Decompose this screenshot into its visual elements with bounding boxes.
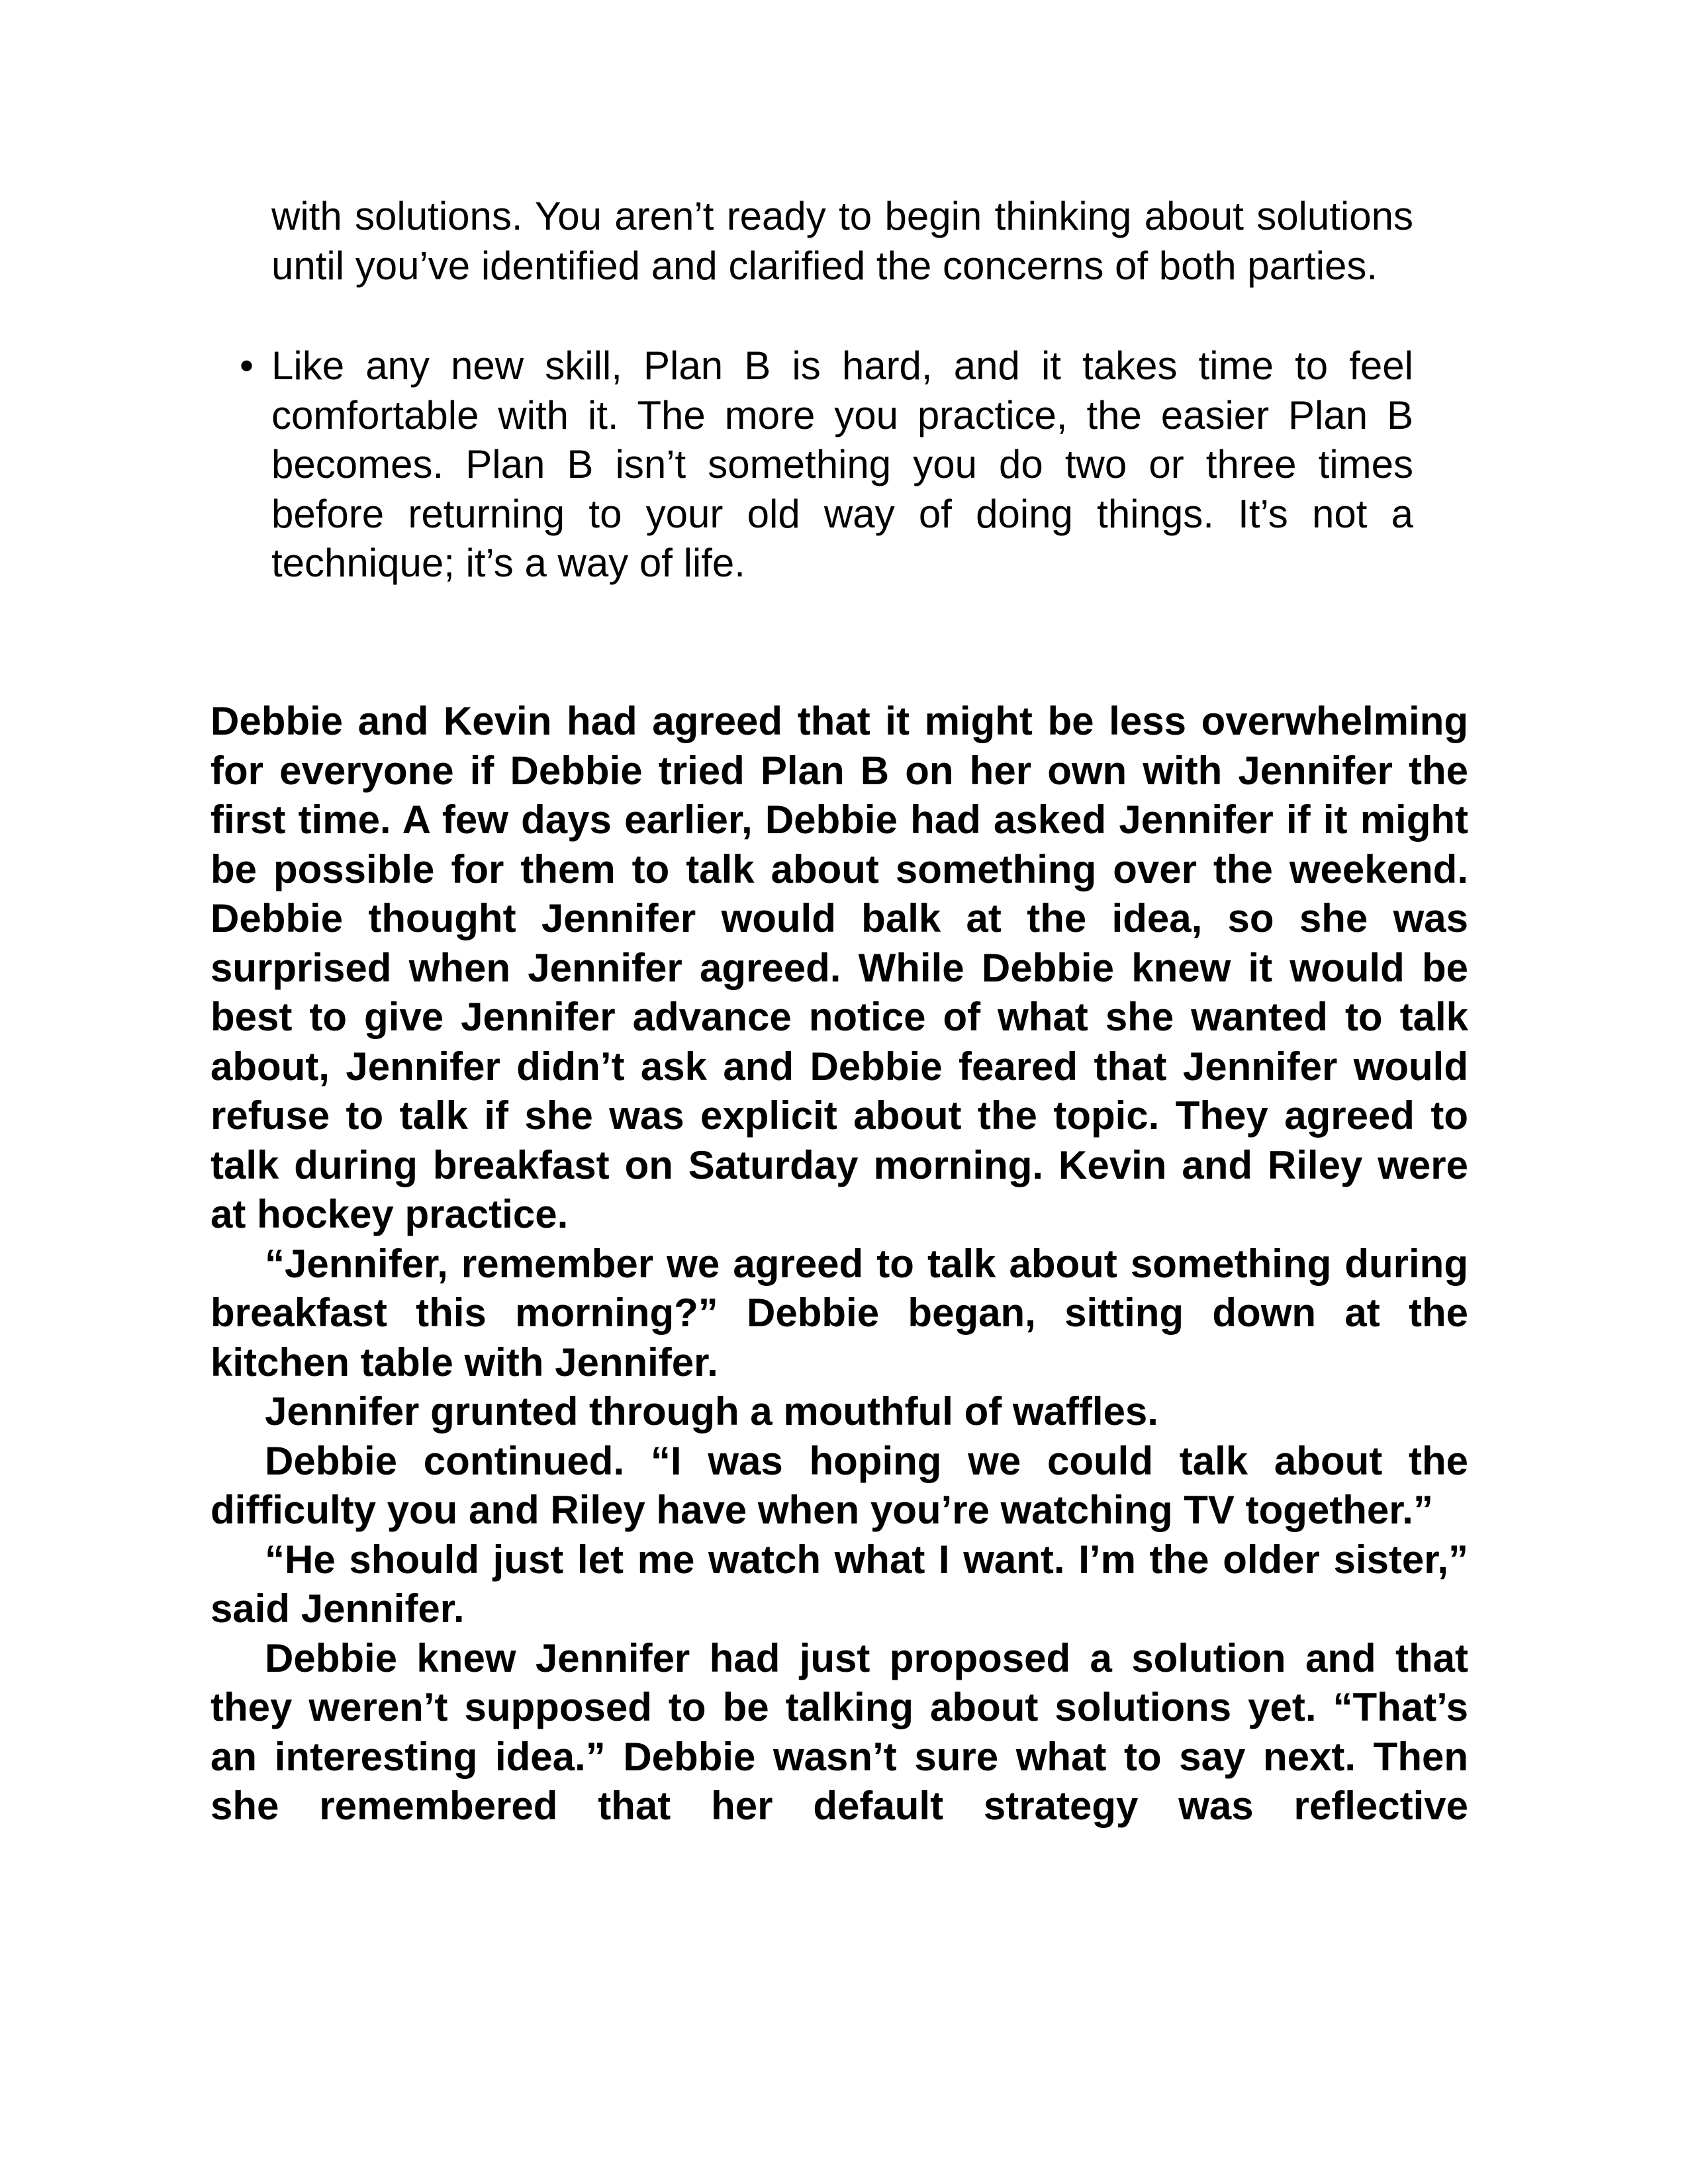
story-paragraph-5: “He should just let me watch what I want. I’m the older sister,” said Jennifer. (211, 1537, 1468, 1631)
story-paragraph-6: Debbie knew Jennifer had just proposed a solution and that they weren’t supposed to be talking about solutions yet. “That’s an interesting idea.” Debbie wasn’t sure what to say next. Then she remembered that her default strategy was reflective (211, 1635, 1468, 1828)
story-paragraph-1: Debbie and Kevin had agreed that it might be less overwhelming for everyone if Debbie tried Plan B on her own with Jennifer the first time. A few days earlier, Debbie had asked Jennifer if it might be possible for them to talk about something over the weekend. Debbie thought Jennifer would balk at the idea, so she was surprised when Jennifer agreed. While Debbie knew it would be best to give Jennifer advance notice of what she wanted to talk about, Jennifer didn’t ask and Debbie feared that Jennifer would refuse to talk if she was explicit about the topic. They agreed to talk during breakfast on Saturday morning. Kevin and Riley were at hockey practice. (211, 699, 1468, 1236)
story-paragraph-4: Debbie continued. “I was hoping we could talk about the difficulty you and Riley have when you’re watching TV together.” (211, 1438, 1468, 1532)
bullet-icon: • (240, 343, 254, 388)
story-paragraph-3: Jennifer grunted through a mouthful of waffles. (265, 1389, 1158, 1433)
story-paragraph-2: “Jennifer, remember we agreed to talk about something during breakfast this morning?” Debbie began, sitting down at the kitchen table with Jennifer. (211, 1241, 1468, 1385)
tip-continued-paragraph: with solutions. You aren’t ready to begin thinking about solutions until you’ve identified and clarified the concerns of both parties. (271, 194, 1413, 288)
tips-list (240, 192, 1413, 588)
story-text (211, 697, 1468, 1831)
bullet-item (240, 341, 1413, 588)
bullet-item-text: Like any new skill, Plan B is hard, and it takes time to feel comfortable with it. The more you practice, the easier Plan B becomes. Plan B isn’t something you do two or three times before returning to your old way of doing things. It’s not a technique; it’s a way of life. (271, 343, 1413, 585)
